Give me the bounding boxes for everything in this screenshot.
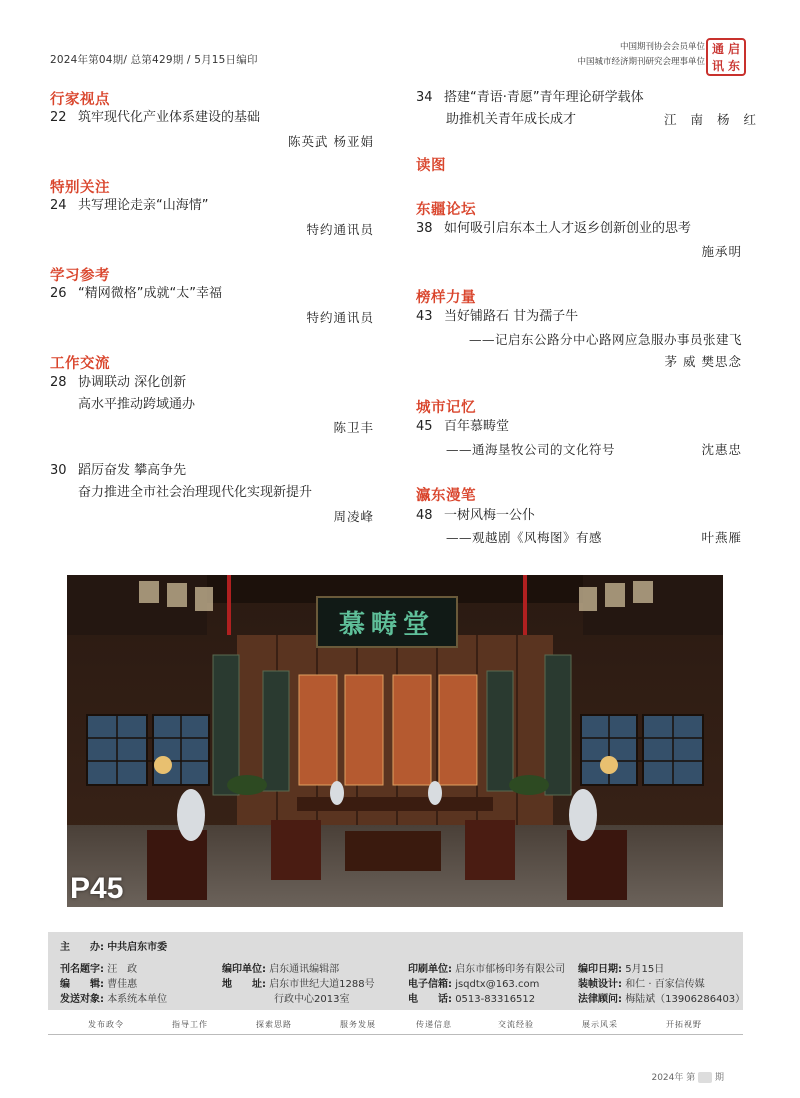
section-title: 城市记忆 (416, 400, 476, 416)
association-line-2: 中国城市经济期刊研究会理事单位 (577, 57, 705, 67)
plaque-text: 慕畴堂 (338, 609, 435, 640)
info-value: 5月15日 (625, 964, 665, 975)
section-title: 学习参考 (50, 268, 110, 284)
slogan-bar (48, 1010, 743, 1035)
info-label: 装帧设计: (578, 979, 622, 990)
toc-entry[interactable] (50, 372, 186, 394)
toc-entry[interactable] (416, 218, 691, 240)
page-number: 26 (50, 286, 67, 301)
section-title: 行家视点 (50, 92, 110, 108)
section-title: 东疆论坛 (416, 202, 476, 218)
author: 叶燕雁 (701, 530, 742, 545)
article-title: 如何吸引启东本土人才返乡创新创业的思考 (444, 221, 692, 236)
toc-entry[interactable] (50, 107, 260, 129)
author: 特约通讯员 (306, 310, 374, 325)
section-title: 瀛东漫笔 (416, 488, 476, 504)
logo-char: 启 (727, 41, 740, 56)
slogan: 交流经验 (498, 1020, 534, 1029)
article-title: 协调联动 深化创新 (78, 375, 187, 390)
slogan: 探索思路 (256, 1020, 292, 1029)
hall-photo (67, 575, 723, 907)
info-value: 中共启东市委 (107, 942, 168, 953)
article-subtitle: ——通海垦牧公司的文化符号 (446, 442, 616, 457)
section-title: 榜样力量 (416, 290, 476, 306)
publication-info (48, 932, 746, 1010)
toc-entry[interactable] (416, 306, 578, 328)
slogan: 展示风采 (582, 1020, 618, 1029)
article-title: “精网微格”成就“太”幸福 (78, 286, 222, 301)
info-label: 编印单位: (222, 964, 266, 975)
section-title: 特别关注 (50, 180, 110, 196)
page-number: 30 (50, 463, 67, 478)
info-value: 曹佳惠 (107, 979, 138, 990)
info-label: 编印日期: (578, 964, 622, 975)
article-title: 蹈厉奋发 攀高争先 (78, 463, 187, 478)
info-label: 地 址: (222, 979, 266, 990)
info-label: 发送对象: (60, 994, 104, 1005)
info-value: 启东通讯编辑部 (269, 964, 340, 975)
slogan: 传递信息 (416, 1020, 452, 1029)
author: 江南杨红 (663, 112, 770, 127)
info-value: jsqdtx@163.com (455, 979, 540, 990)
page-footer-issue (651, 1070, 724, 1083)
info-value: 本系统本单位 (107, 994, 168, 1005)
slogan: 发布政令 (88, 1020, 124, 1029)
info-value: 梅陆斌（13906286403） (625, 994, 746, 1005)
toc-entry[interactable] (50, 283, 222, 305)
page-footer-suffix: 期 (714, 1073, 724, 1083)
article-subtitle: ——观越剧《风梅图》有感 (446, 530, 603, 545)
logo-char: 东 (727, 58, 740, 73)
article-title: 当好铺路石 甘为孺子牛 (444, 309, 579, 324)
info-value: 0513-83316512 (455, 994, 536, 1005)
author: 陈英武 杨亚娟 (288, 134, 374, 149)
page-number: 28 (50, 375, 67, 390)
toc-entry[interactable] (50, 195, 208, 217)
author: 周凌峰 (333, 509, 374, 524)
info-label: 电 话: (408, 994, 452, 1005)
info-value: 汪 政 (107, 964, 138, 975)
section-title: 读图 (416, 158, 446, 174)
issue-number-box (698, 1072, 712, 1083)
section-title: 工作交流 (50, 356, 110, 372)
article-title-line2: 高水平推动跨域通办 (78, 397, 196, 412)
page-number: 34 (416, 90, 433, 105)
info-value: 和仁 · 百家信传媒 (625, 979, 705, 990)
magazine-logo (706, 38, 746, 76)
logo-char: 通 (711, 41, 724, 56)
page-footer-year: 2024年 第 (651, 1073, 696, 1083)
page-number: 43 (416, 309, 433, 324)
slogan: 开拓视野 (666, 1020, 702, 1029)
issue-info: 2024年第04期/ 总第429期 / 5月15日编印 (50, 54, 258, 66)
info-value: 启东市世纪大道1288号 (269, 979, 375, 990)
article-title: 共写理论走亲“山海情” (78, 198, 209, 213)
info-value: 行政中心2013室 (274, 994, 350, 1005)
article-title-line2: 奋力推进全市社会治理现代化实现新提升 (78, 485, 313, 500)
author: 特约通讯员 (306, 222, 374, 237)
article-title: 搭建“青语·青愿”青年理论研学载体 (444, 90, 644, 105)
info-label: 编 辑: (60, 979, 104, 990)
logo-char: 讯 (711, 58, 724, 73)
page-number: 48 (416, 508, 433, 523)
association-line-1: 中国期刊协会会员单位 (619, 42, 705, 52)
info-label: 刊名题字: (60, 964, 104, 975)
info-label: 印刷单位: (408, 964, 452, 975)
page-number: 22 (50, 110, 67, 125)
author: 沈惠忠 (701, 442, 742, 457)
slogan: 指导工作 (172, 1020, 208, 1029)
toc-entry[interactable] (416, 416, 509, 438)
page-number: 45 (416, 419, 433, 434)
article-title: 一树风梅一公仆 (444, 508, 536, 523)
toc-entry[interactable] (416, 505, 535, 527)
toc-entry[interactable] (416, 87, 644, 109)
info-label: 电子信箱: (408, 979, 452, 990)
photo-page-label: P45 (70, 872, 124, 905)
author: 陈卫丰 (333, 420, 374, 435)
slogan: 服务发展 (340, 1020, 376, 1029)
info-label: 法律顾问: (578, 994, 622, 1005)
article-title: 筑牢现代化产业体系建设的基础 (78, 110, 261, 125)
author: 施承明 (701, 244, 742, 259)
author: 茅 威 樊思念 (664, 354, 742, 369)
page-number: 24 (50, 198, 67, 213)
info-label: 主 办: (60, 942, 104, 953)
article-title-line2: 助推机关青年成长成才 (446, 112, 577, 127)
article-title: 百年慕畴堂 (444, 419, 510, 434)
toc-entry[interactable] (50, 460, 186, 482)
article-subtitle: ——记启东公路分中心路网应急服办事员张建飞 (468, 332, 742, 347)
page-number: 38 (416, 221, 433, 236)
info-value: 启东市郁杨印务有限公司 (455, 964, 566, 975)
